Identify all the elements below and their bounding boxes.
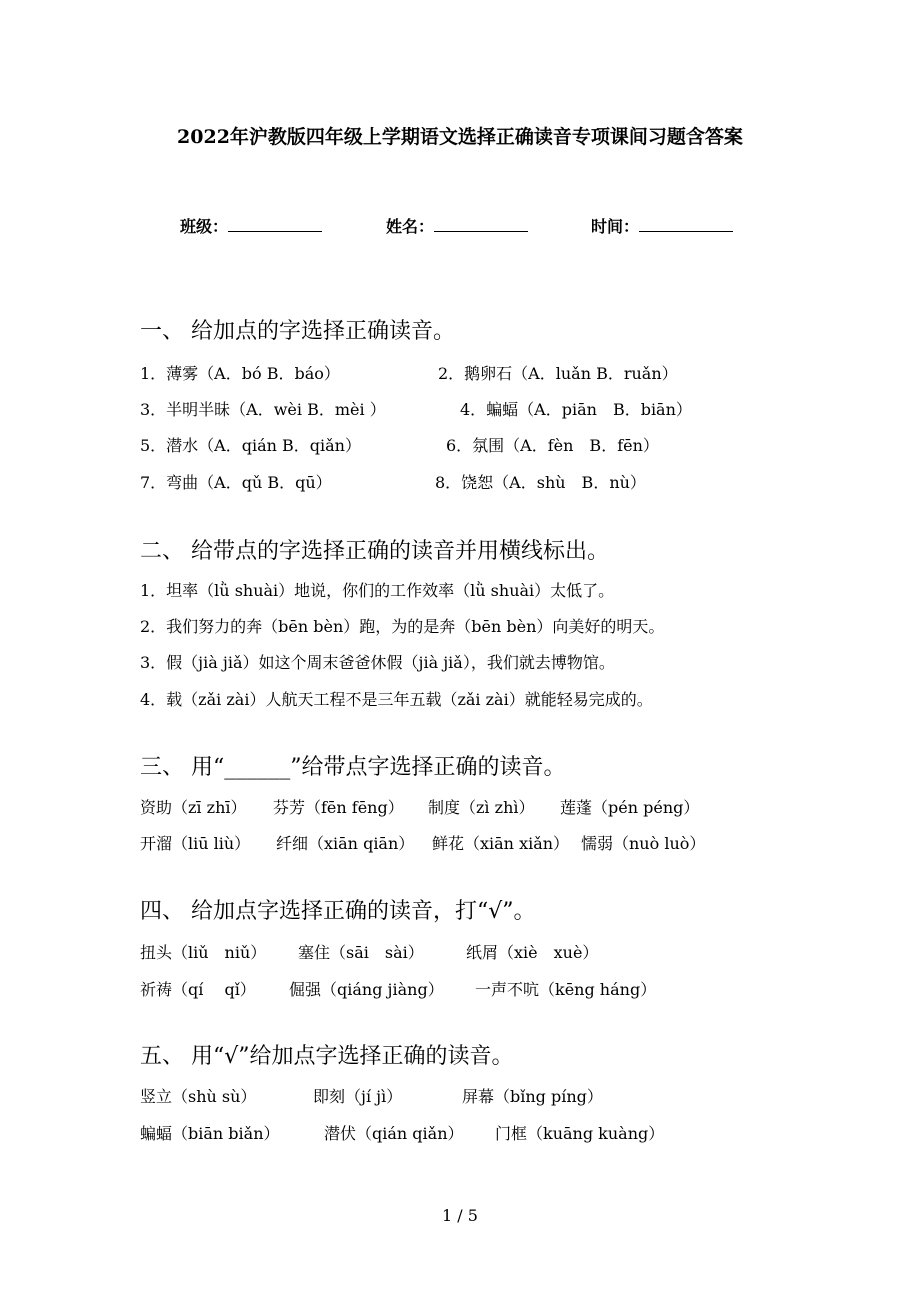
s5-item: 潜伏（qián qiǎn） [324,1124,464,1143]
class-blank [228,217,322,232]
s2-line-4: 4．载（zǎi zài）人航天工程不是三年五载（zǎi zài）就能轻易完成的。 [140,690,653,709]
s4-item: 扭头（liǔ niǔ） [140,943,267,962]
section-5-heading: 五、 用“√”给加点字选择正确的读音。 [140,1044,514,1069]
s4-item: 倔强（qiáng jiàng） [289,980,444,999]
s3-item: 资助（zī zhī） [140,798,247,817]
name-field [386,214,528,237]
s2-line-2: 2．我们努力的奔（bēn bèn）跑，为的是奔（bēn bèn）向美好的明天。 [140,617,665,636]
time-label: 时间： [591,217,640,236]
s4-item: 纸屑（xiè xuè） [466,943,599,962]
section-1-heading: 一、 给加点的字选择正确读音。 [140,319,455,344]
time-field [591,214,733,237]
s3-item: 开溜（liū liù） [140,834,251,853]
s3-item: 鲜花（xiān xiǎn） [432,834,570,853]
s4-item: 祈祷（qí qǐ） [140,980,256,999]
s1-question-4: 4．蝙蝠（A．piān B．biān） [460,400,692,419]
section-4-heading: 四、 给加点字选择正确的读音，打“√”。 [140,899,536,924]
s1-question-7: 7．弯曲（A．qǔ B．qū） [140,473,332,492]
s4-item: 塞住（sāi sài） [298,943,424,962]
time-blank [639,217,733,232]
name-label: 姓名： [386,217,435,236]
class-field [180,214,322,237]
s3-item: 懦弱（nuò luò） [581,834,706,853]
s5-item: 屏幕（bǐng píng） [462,1087,603,1106]
s1-question-5: 5．潜水（A．qián B．qiǎn） [140,436,361,455]
s3-item: 芬芳（fēn fēng） [273,798,404,817]
s5-item: 竖立（shù sù） [140,1087,257,1106]
s5-item: 即刻（jí jì） [313,1087,403,1106]
section-3-heading: 三、 用“______”给带点字选择正确的读音。 [140,755,566,780]
page-number: 1 / 5 [442,1206,478,1225]
s5-item: 门框（kuāng kuàng） [495,1124,665,1143]
s3-item: 莲蓬（pén péng） [560,798,700,817]
name-blank [434,217,528,232]
class-label: 班级： [180,217,229,236]
s1-question-1: 1．薄雾（A．bó B．báo） [140,364,340,383]
s1-question-8: 8．饶恕（A．shù B．nù） [435,473,646,492]
s1-question-6: 6．氛围（A．fèn B．fēn） [446,436,659,455]
s2-line-1: 1．坦率（lǜ shuài）地说，你们的工作效率（lǜ shuài）太低了。 [140,581,615,600]
s3-item: 纤细（xiān qiān） [276,834,415,853]
s1-question-3: 3．半明半昧（A．wèi B．mèi ） [140,400,386,419]
s5-item: 蝙蝠（biān biǎn） [140,1124,280,1143]
s2-line-3: 3．假（jià jiǎ）如这个周末爸爸休假（jià jiǎ），我们就去博物馆。 [140,653,615,672]
section-2-heading: 二、 给带点的字选择正确的读音并用横线标出。 [140,539,609,564]
s1-question-2: 2．鹅卵石（A．luǎn B．ruǎn） [438,364,678,383]
s4-item: 一声不吭（kēng háng） [475,980,657,999]
s3-item: 制度（zì zhì） [428,798,535,817]
page-title: 2022年沪教版四年级上学期语文选择正确读音专项课间习题含答案 [177,126,743,148]
